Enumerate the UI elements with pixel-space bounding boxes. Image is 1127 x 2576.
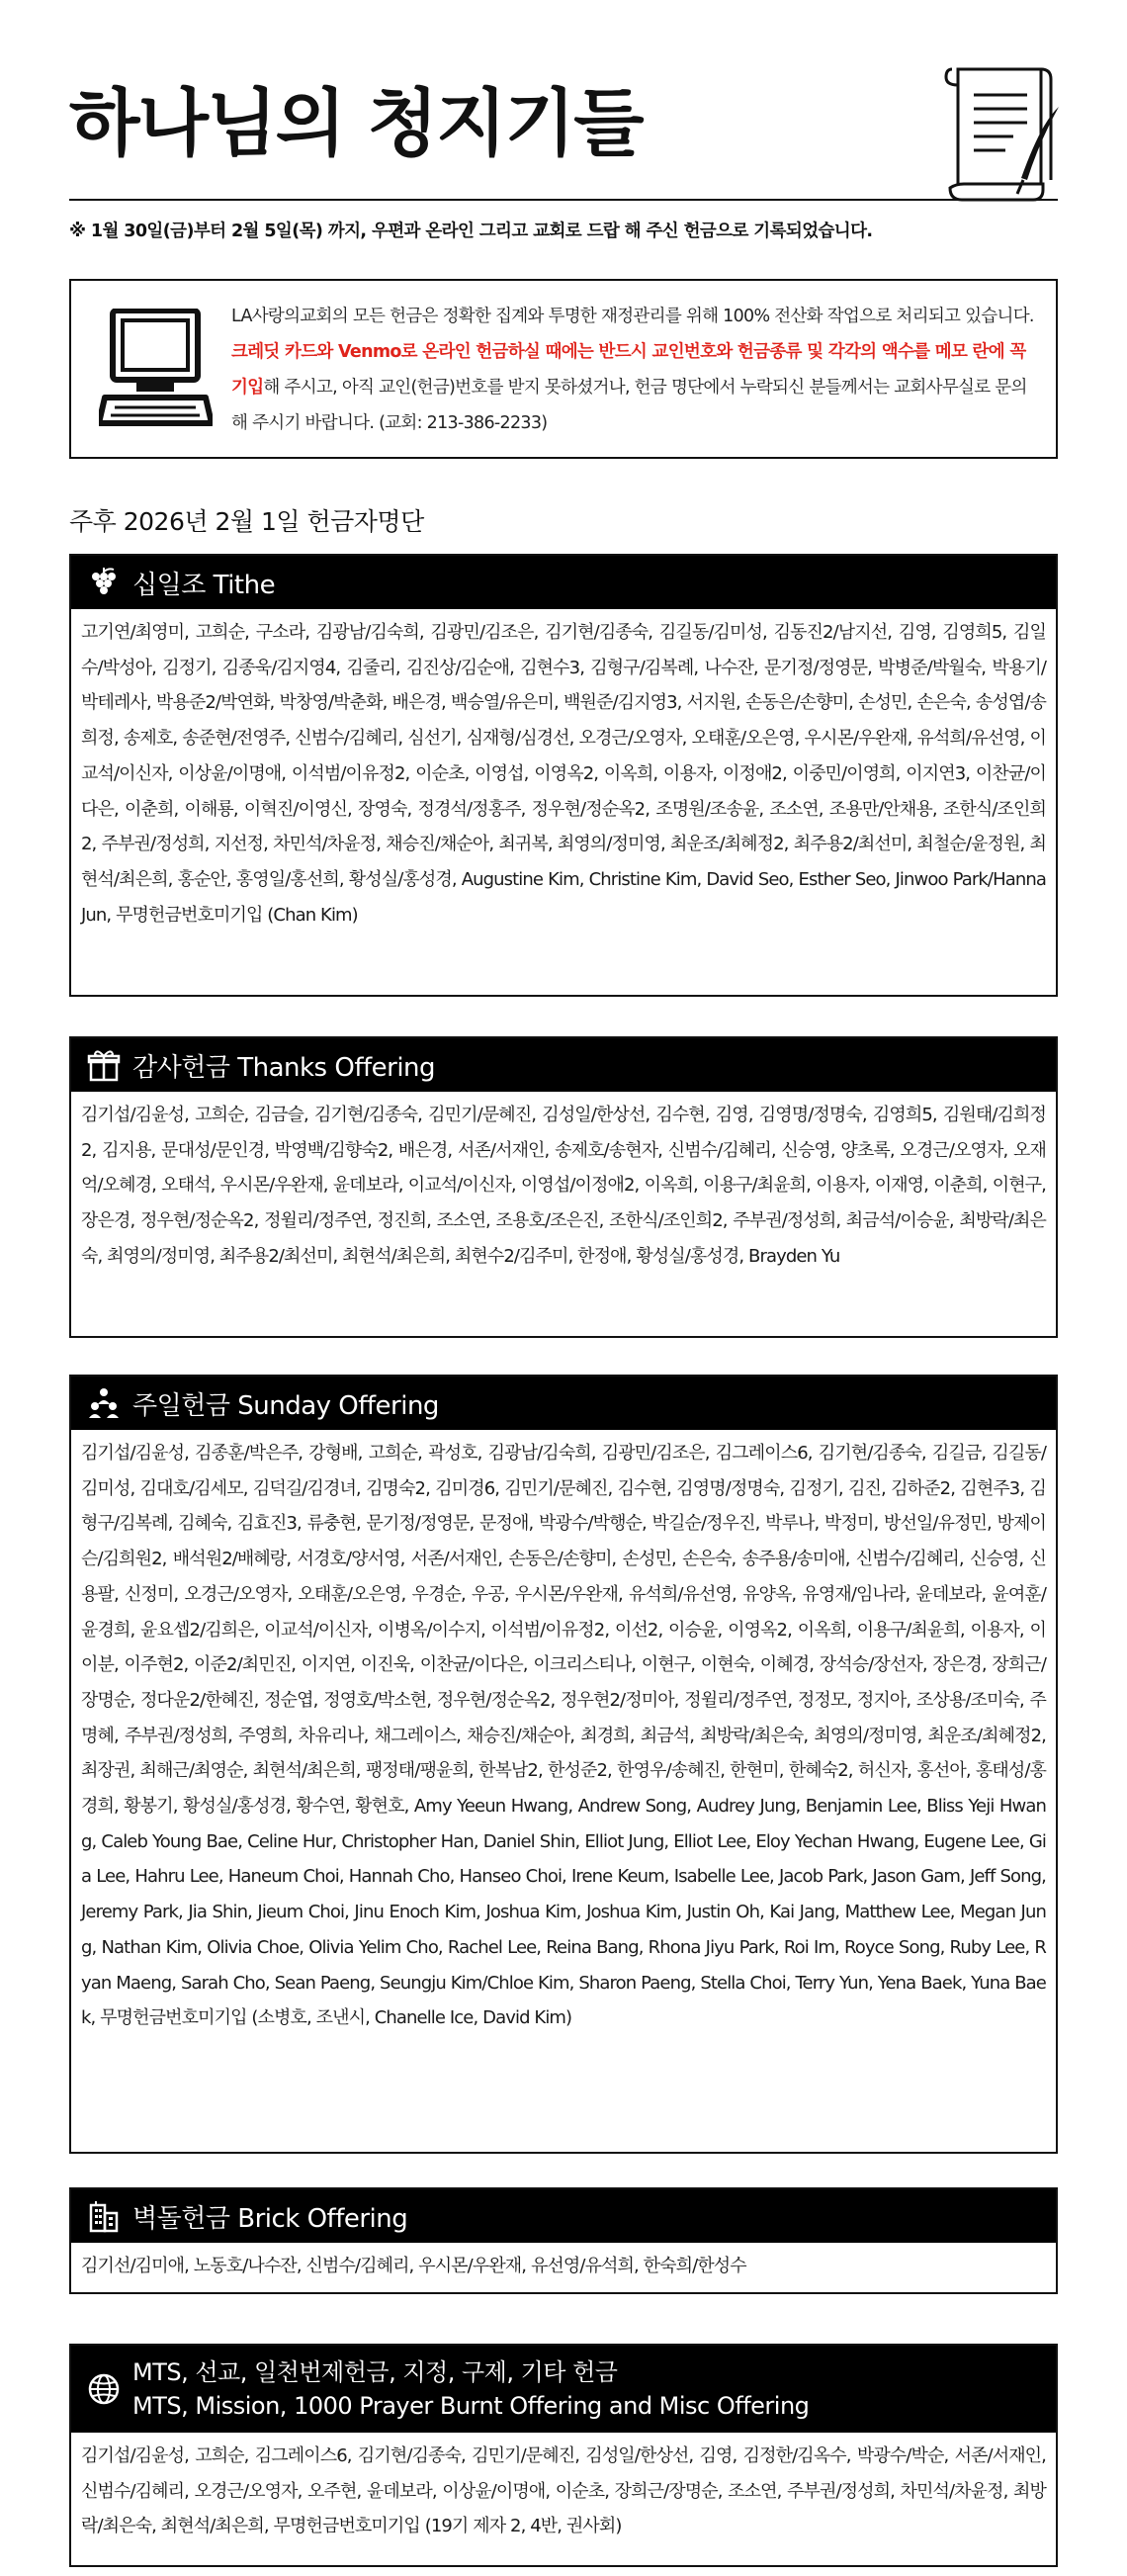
section-subtitle: MTS, Mission, 1000 Prayer Burnt Offering and Misc Offering <box>132 2392 810 2420</box>
people-icon <box>87 1386 121 1420</box>
page-header <box>0 0 1127 213</box>
section-sunday-offering <box>69 1375 1058 2154</box>
section-title: 감사헌금 Thanks Offering <box>132 1052 436 1083</box>
list-title: 주후 2026년 2월 1일 헌금자명단 <box>69 507 424 536</box>
section-header <box>71 556 1056 609</box>
name-list: 김기섭/김윤성, 고희순, 김금슬, 김기현/김종숙, 김민기/문혜진, 김성일/한상선, 김수현, 김영, 김영명/정명숙, 김영희5, 김원태/김희정2, 김지용, 문대성/문인경, 박영백/김향숙2, 배은경, 서존/서재인, 송제호/송현자, 신범수/김혜리, 신승영, 양초록, 오경근/오영자, 오재억/오혜경, 오태석, 우시몬/우완재, 윤데보라, 이교석/이신자, 이영섭/이정애2, 이옥희, 이용구/최윤희, 이용자, 이재영, 이춘희, 이현구, 장은경, 정우현/정순옥2, 정윌리/정주연, 정진희, 조소연, 조용호/조은진, 조한식/조인희2, 주부권/정성희, 최금석/이승윤, 최방락/최은숙, 최영의/정미영, 최주용2/최선미, 최현석/최은희, 최현수2/김주미, 한정애, 황성실/홍성경, Brayden Yu <box>81 1105 1046 1267</box>
gift-icon <box>87 1048 121 1082</box>
section-mission-offering <box>69 2344 1058 2567</box>
section-brick-offering <box>69 2187 1058 2294</box>
info-text-highlight: 크레딧 카드와 Venmo로 온라인 헌금하실 때에는 반드시 교인번호와 헌금종류 및 각각의 액수를 메모 란에 꼭 기입 <box>231 342 1026 398</box>
title-divider <box>69 199 1058 201</box>
section-header <box>71 1038 1056 1092</box>
section-title: 십일조 Tithe <box>132 570 276 600</box>
section-tithe <box>69 554 1058 997</box>
section-title: 벽돌헌금 Brick Offering <box>132 2203 408 2234</box>
grapes-icon <box>87 566 121 599</box>
section-title: MTS, 선교, 일천번제헌금, 지정, 구제, 기타 헌금 <box>132 2358 618 2386</box>
name-list: 김기섭/김윤성, 김종훈/박은주, 강형배, 고희순, 곽성호, 김광남/김숙희, 김광민/김조은, 김그레이스6, 김기현/김종숙, 김길금, 김길동/김미성, 김대호/김세모, 김덕길/김경녀, 김명숙2, 김미경6, 김민기/문혜진, 김수현, 김영명/정명숙, 김정기, 김진, 김하준2, 김현주3, 김형구/김복례, 김혜숙, 김효진3, 류충현, 문기정/정영문, 문정애, 박광수/박행순, 박길순/정우진, 박루나, 박정미, 방선일/유정민, 방제이슨/김희원2, 배석원2/배혜랑, 서경호/양서영, 서존/서재인, 손동은/손향미, 손성민, 손은숙, 송주용/송미애, 신범수/김혜리, 신승영, 신용팔, 신정미, 오경근/오영자, 오태훈/오은영, 우경순, 우공, 우시몬/우완재, 유석희/유선영, 유양옥, 유영재/임나라, 윤데보라, 윤여훈/윤경희, 윤요셉2/김희은, 이교석/이신자, 이병옥/이수지, 이석범/이유정2, 이선2, 이승윤, 이영옥2, 이옥희, 이용구/최윤희, 이용자, 이이분, 이주현2, 이준2/최민진, 이지연, 이진욱, 이찬균/이다은, 이크리스티나, 이현구, 이현숙, 이혜경, 장석승/장선자, 장은경, 장희근/장명순, 정다운2/한혜진, 정순엽, 정영호/박소현, 정우현/정순옥2, 정우현2/정미아, 정윌리/정주연, 정정모, 정지아, 조상용/조미숙, 주명혜, 주부권/정성희, 주영희, 차유리나, 채그레이스, 채승진/채순아, 최경희, 최금석, 최방락/최은숙, 최영의/정미영, 최운조/최혜정2, 최장권, 최해근/최영순, 최현석/최은희, 팽정태/팽윤희, 한복남2, 한성준2, 한영우/송혜진, 한현미, 한혜숙2, 허신자, 홍선아, 홍태성/홍경희, 황봉기, 황성실/홍성경, 황수연, 황현호, Amy Yeeun Hwang, Andrew Song, Audrey Jung, Benjamin Lee, Bliss Yeji Hwang, Caleb Young Bae, Celine Hur, Christopher Han, Daniel Shin, Elliot Jung, Elliot Lee, Eloy Yechan Hwang, Eugene Lee, Gia Lee, Hahru Lee, Haneum Choi, Hannah Cho, Hanseo Choi, Irene Keum, Isabelle Lee, Jacob Park, Jason Gam, Jeff Song, Jeremy Park, Jia Shin, Jieum Choi, Jinu Enoch Kim, Joshua Kim, Joshua Kim, Justin Oh, Kai Jang, Matthew Lee, Megan Jung, Nathan Kim, Olivia Choe, Olivia Yelim Cho, Rachel Lee, Reina Bang, Rhona Jiyu Park, Roi Im, Royce Song, Ruby Lee, Ryan Maeng, Sarah Cho, Sean Paeng, Seungju Kim/Chloe Kim, Sharon Paeng, Stella Choi, Terry Yun, Yena Baek, Yuna Baek, 무명헌금번호미기입 (소병호, 조낸시, Chanelle Ice, David Kim) <box>81 1443 1046 2029</box>
info-text <box>231 299 1042 441</box>
section-header <box>71 2189 1056 2243</box>
notice-text: ※ 1월 30일(금)부터 2월 5일(목) 까지, 우편과 온라인 그리고 교회로 드랍 해 주신 헌금으로 기록되었습니다. <box>69 222 873 241</box>
info-text-2: 해 주시고, 아직 교인(헌금)번호를 받지 못하셨거나, 헌금 명단에서 누락되신 분들께서는 교회사무실로 문의해 주시기 바랍니다. (교회: 213-386-2233) <box>231 378 1027 433</box>
computer-icon <box>99 309 213 427</box>
section-thanks-offering <box>69 1036 1058 1338</box>
scroll-quill-icon <box>944 61 1061 206</box>
info-text-1: LA사랑의교회의 모든 헌금은 정확한 집계와 투명한 재정관리를 위해 100% 전산화 작업으로 처리되고 있습니다. <box>231 307 1034 326</box>
building-icon <box>87 2199 121 2233</box>
section-title: 주일헌금 Sunday Offering <box>132 1390 439 1421</box>
section-title-group <box>132 2355 809 2423</box>
name-list: 고기연/최영미, 고희순, 구소라, 김광남/김숙희, 김광민/김조은, 김기현/김종숙, 김길동/김미성, 김동진2/남지선, 김영, 김영희5, 김일수/박성아, 김정기, 김종욱/김지영4, 김줄리, 김진상/김순애, 김현수3, 김형구/김복례, 나수잔, 문기정/정영문, 박병준/박월숙, 박용기/박테레사, 박용준2/박연화, 박창영/박춘화, 배은경, 백승열/유은미, 백원준/김지영3, 서지원, 손동은/손향미, 손성민, 손은숙, 송성엽/송희정, 송제호, 송준현/전영주, 신범수/김혜리, 심선기, 심재형/심경선, 오경근/오영자, 오태훈/오은영, 우시몬/우완재, 유석희/유선영, 이교석/이신자, 이상윤/이명애, 이석범/이유정2, 이순초, 이영섭, 이영옥2, 이옥희, 이용자, 이정애2, 이중민/이영희, 이지연3, 이찬균/이다은, 이춘희, 이해룡, 이혁진/이영신, 장영숙, 정경석/정홍주, 정우현/정순옥2, 조명원/조송윤, 조소연, 조용만/안채용, 조한식/조인희2, 주부권/정성희, 지선정, 차민석/차윤정, 채승진/채순아, 최귀복, 최영의/정미영, 최운조/최혜정2, 최주용2/최선미, 최철순/윤정원, 최현석/최은희, 홍순안, 홍영일/홍선희, 황성실/홍성경, Augustine Kim, Christine Kim, David Seo, Esther Seo, Jinwoo Park/Hanna Jun, 무명헌금번호미기입 (Chan Kim) <box>81 622 1046 926</box>
info-box <box>69 279 1058 459</box>
name-list: 김기섭/김윤성, 고희순, 김그레이스6, 김기현/김종숙, 김민기/문혜진, 김성일/한상선, 김영, 김정한/김옥수, 박광수/박순, 서존/서재인, 신범수/김혜리, 오경근/오영자, 오주현, 윤데보라, 이상윤/이명애, 이순초, 장희근/장명순, 조소연, 주부권/정성희, 차민석/차윤정, 최방락/최은숙, 최현석/최은희, 무명헌금번호미기입 (19기 제자 2, 4반, 권사회) <box>81 2445 1046 2537</box>
section-header <box>71 1377 1056 1430</box>
name-list: 김기선/김미애, 노동호/나수잔, 신범수/김혜리, 우시몬/우완재, 유선영/유석희, 한숙희/한성수 <box>81 2256 746 2276</box>
page-title: 하나님의 청지기들 <box>69 81 643 166</box>
section-header <box>71 2346 1056 2433</box>
globe-icon <box>87 2372 121 2406</box>
